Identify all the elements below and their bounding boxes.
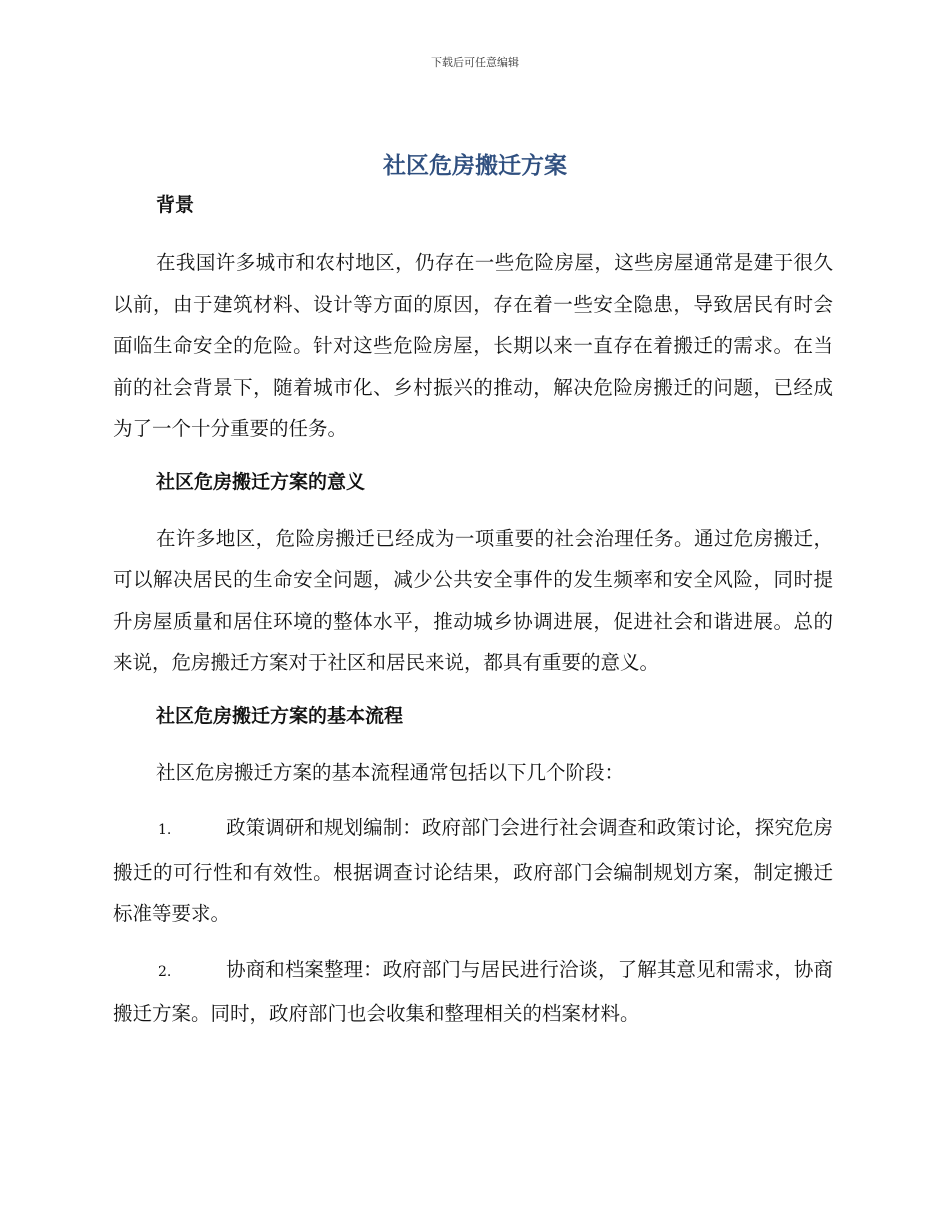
list-item-number: 1. — [158, 822, 172, 838]
background-paragraph: 在我国许多城市和农村地区，仍存在一些危险房屋，这些房屋通常是建于很久以前，由于建筑材料、设计等方面的原因，存在着一些安全隐患，导致居民有时会面临生命安全的危险。针对这些危险房屋，长期以来一直存在着搬迁的需求。在当前的社会背景下，随着城市化、乡村振兴的推动，解决危险房搬迁的问题，已经成为了一个十分重要的任务。 — [113, 251, 833, 440]
page-header: 下载后可任意编辑 — [431, 56, 519, 69]
list-item — [113, 807, 833, 935]
list-item — [113, 949, 833, 1035]
list-item-text: 协商和档案整理：政府部门与居民进行洽谈，了解其意见和需求，协商搬迁方案。同时，政府部门也会收集和整理相关的档案材料。 — [113, 957, 833, 1025]
section-heading-significance: 社区危房搬迁方案的意义 — [156, 470, 366, 493]
significance-paragraph: 在许多地区，危险房搬迁已经成为一项重要的社会治理任务。通过危房搬迁，可以解决居民的生命安全问题，减少公共安全事件的发生频率和安全风险，同时提升房屋质量和居住环境的整体水平，推动城乡协调进展，促进社会和谐进展。总的来说，危房搬迁方案对于社区和居民来说，都具有重要的意义。 — [113, 526, 833, 674]
document-body — [113, 190, 833, 1035]
document-title: 社区危房搬迁方案 — [383, 153, 567, 179]
process-intro-paragraph: 社区危房搬迁方案的基本流程通常包括以下几个阶段： — [156, 760, 625, 784]
section-heading-background: 背景 — [156, 194, 195, 216]
section-heading-process: 社区危房搬迁方案的基本流程 — [156, 704, 404, 727]
list-item-number: 2. — [158, 963, 172, 980]
list-item-text: 政策调研和规划编制：政府部门会进行社会调查和政策讨论，探究危房搬迁的可行性和有效性。根据调查讨论结果，政府部门会编制规划方案，制定搬迁标准等要求。 — [113, 816, 833, 925]
